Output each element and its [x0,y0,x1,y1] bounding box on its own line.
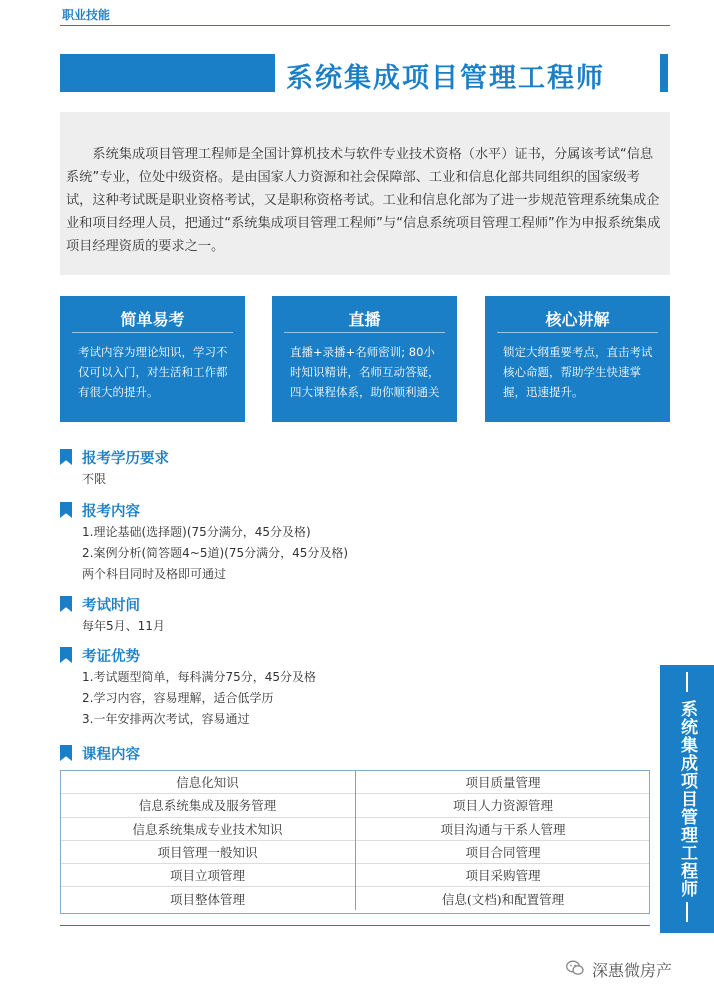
title-accent-bar [60,54,275,92]
section-title: 考试时间 [82,598,140,614]
table-row [60,840,650,863]
feature-card-divider [497,332,658,333]
title-end-bar [660,54,668,92]
category-label: 职业技能 [62,8,111,22]
bottom-divider [60,925,650,926]
section-line: 不限 [82,472,107,486]
watermark-text: 深惠微房产 [592,961,673,980]
section-line: 2.案例分析(简答题4~5道)(75分满分，45分及格) [82,546,349,560]
section-advantage [60,645,316,730]
section-title: 报考内容 [82,504,140,520]
table-row [60,794,650,817]
table-cell: 项目人力资源管理 [356,794,651,817]
table-cell: 信息化知识 [60,771,356,794]
section-line: 3.一年安排两次考试，容易通过 [82,712,250,726]
feature-card-title: 简单易考 [120,310,185,329]
table-cell: 项目管理一般知识 [60,840,356,863]
section-education [60,447,169,490]
side-tab-line-top [686,672,688,692]
feature-card-desc: 锁定大纲重要考点，直击考试核心命题，帮助学生快速掌握，迅速提升。 [503,345,653,399]
feature-card-divider [72,332,233,333]
feature-card-title: 直播 [348,310,381,329]
table-row [60,817,650,840]
feature-card-title: 核心讲解 [545,310,610,329]
table-cell: 信息系统集成及服务管理 [60,794,356,817]
bookmark-icon [60,502,72,518]
course-table [60,771,650,910]
intro-paragraph: 系统集成项目管理工程师是全国计算机技术与软件专业技术资格（水平）证书，分属该考试“信息系统”专业，位处中级资格。是由国家人力资源和社会保障部、工业和信息化部共同组织的国家级考试，这种考试既是职业资格考试，又是职称资格考试。工业和信息化部为了进一步规范管理系统集成企业和项目经理人员，把通过“系统集成项目管理工程师”与“信息系统项目管理工程师”作为申报系统集成项目经理资质的要求之一。 [66,147,661,254]
page-title: 系统集成项目管理工程师 [286,63,605,94]
side-tab-line-bottom [686,902,688,922]
section-title: 课程内容 [82,747,140,763]
bookmark-icon [60,449,72,465]
section-title: 报考学历要求 [82,451,169,467]
table-cell: 项目整体管理 [60,887,356,910]
bookmark-icon [60,647,72,663]
section-title: 考证优势 [82,649,140,665]
table-row [60,771,650,794]
feature-card-desc: 考试内容为理论知识，学习不仅可以入门，对生活和工作都有很大的提升。 [78,345,228,399]
section-line: 1.理论基础(选择题)(75分满分，45分及格) [82,525,311,539]
feature-card-divider [284,332,445,333]
feature-card-core [485,296,670,422]
bookmark-icon [60,745,72,761]
section-line: 1.考试题型简单，每科满分75分，45分及格 [82,670,316,684]
bookmark-icon [60,596,72,612]
section-line: 2.学习内容，容易理解，适合低学历 [82,691,274,705]
side-tab-label: 系统集成项目管理工程师 [677,700,697,898]
section-line: 每年5月、11月 [82,619,165,633]
feature-card-desc: 直播+录播+名师密训; 80小时知识精讲，名师互动答疑，四大课程体系，助你顺利通关 [290,345,440,399]
table-cell: 信息(文档)和配置管理 [356,887,651,910]
table-cell: 项目采购管理 [356,864,651,887]
section-content [60,500,348,585]
table-cell: 项目合同管理 [356,840,651,863]
table-cell: 项目立项管理 [60,864,356,887]
table-cell: 信息系统集成专业技术知识 [60,817,356,840]
section-line: 两个科目同时及格即可通过 [82,567,227,581]
table-row [60,864,650,887]
wechat-icon [566,960,584,976]
feature-card-live [272,296,457,422]
table-cell: 项目质量管理 [465,775,541,791]
table-row [60,887,650,910]
section-time [60,594,165,637]
top-divider [60,25,670,26]
table-cell: 项目沟通与干系人管理 [356,817,651,840]
feature-card-easy [60,296,245,422]
